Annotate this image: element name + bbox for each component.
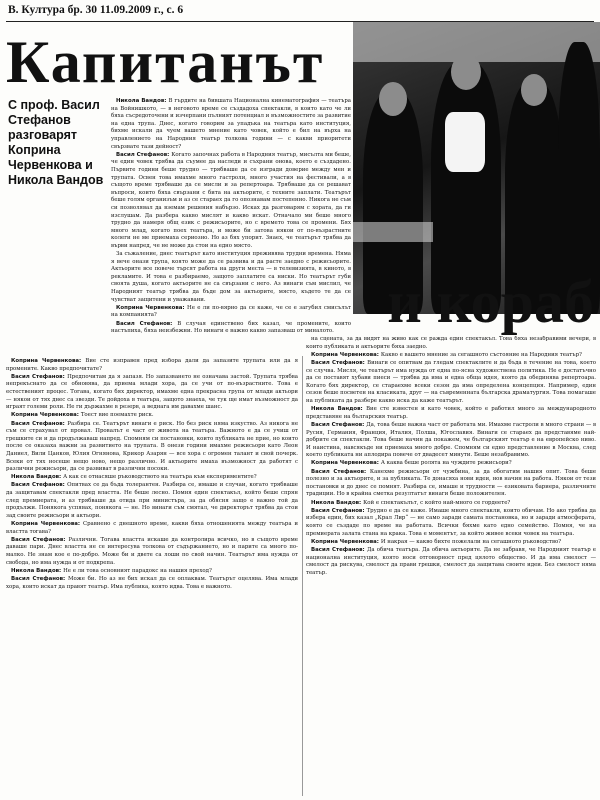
paragraph: [306, 460, 596, 468]
speaker-name: Васил Стефанов:: [116, 151, 172, 158]
paragraph: [111, 251, 351, 304]
paragraph-text: Да, това беше важна част от работата ми. Имахме гастроли в много страни — в Русия, Германия, Франция, Италия, Полша, Югославия. Винаги се стараех да представяме най-добрите си спектакли. Това беше начин да покажем, че българският театър е на европейско ниво. И наистина, навсякъде ни приемаха много добре. Спомням си едно представление в Москва, след което публиката ни аплодира повече от двадесет минути. Беше незабравимо.: [306, 421, 596, 459]
speaker-name: Васил Стефанов:: [11, 575, 69, 582]
speaker-name: Коприна Червенкова:: [311, 351, 381, 358]
speaker-name: Коприна Червенкова:: [116, 304, 188, 311]
paragraph-text: Разбира се. Театърът винаги е риск. Но без риск няма изкуство. Аз никога не съм се страхувал от провал. Провалът е част от живота на театъра. Важното е да се учиш от грешките си и да продължаваш напред. Спомням си постановки, които публиката не прие, но които после се оказаха важни за развитието на трупата. В онези години имахме режисьори като Леон Даниел, Вили Цанков, Юлия Огнянова, Крикор Азарян — все хора с огромен талант и свой почерк. Всеки от тях носеше нещо ново, нещо различно. И актьорите имаха възможност да работят с различни режисьори, да се развиват в различни посоки.: [6, 420, 298, 473]
paragraph: [306, 336, 596, 351]
paragraph-text: Вие сте известен и като човек, който е работил много за международното представяне на българския театър.: [306, 406, 596, 420]
speaker-name: Васил Стефанов:: [11, 536, 69, 543]
paragraph: [306, 500, 596, 508]
speaker-name: Васил Стефанов:: [311, 546, 368, 553]
paragraph: [306, 547, 596, 577]
paragraph: [111, 152, 351, 251]
speaker-name: Коприна Червенкова:: [11, 412, 81, 419]
paragraph-text: Какво е вашето мнение за сегашното състояние на Народния театър?: [380, 351, 582, 358]
speaker-name: Васил Стефанов:: [11, 373, 68, 380]
paragraph-text: Предпочитам да я запазя. Но запазването не означава застой. Трупата трябва непрекъснато да се обновява, да приема млади хора, да се учи от по-възрастните. Това е естественият процес. Тогава, когато бях директор, имахме една прекрасна група от млади актьори — някои от тях днес са звезди. Те дойдоха в театъра, защото знаеха, че тук ще имат възможност да играят големи роли. Не ги държахме в резерв, а веднага им давахме шанс.: [6, 373, 298, 411]
article-column-a: [111, 98, 351, 352]
paragraph: [6, 421, 298, 474]
paragraph-text: Да обича театъра. Да обича актьорите. Да не забравя, че Народният театър е национална институция, която носи отговорност пред цялото общество. И да има смелост — смелост да рискува, смелост да прави грешки, смелост да защитава своите идеи. Без смелост няма театър.: [306, 546, 596, 576]
article-column-b: [6, 358, 298, 796]
speaker-name: Коприна Червенкова:: [311, 538, 381, 545]
byline: С проф. Васил Стефанов разговарят Коприна Червенкова и Никола Вандов: [8, 98, 104, 187]
paragraph: [6, 576, 298, 591]
paragraph-text: А каква беше ролята на чуждите режисьори?: [380, 460, 512, 467]
paragraph: [6, 482, 298, 520]
headline-right: и кораб: [387, 269, 594, 335]
paragraph: [6, 358, 298, 373]
paragraph-text: А как се отнасяше ръководството на театъра към експериментите?: [63, 474, 257, 481]
paragraph: [306, 360, 596, 406]
paragraph: [306, 422, 596, 460]
paragraph-text: Тоест вие поемахте риск.: [80, 412, 154, 419]
speaker-name: Васил Стефанов:: [311, 507, 367, 514]
speaker-name: Никола Вандов:: [311, 499, 364, 506]
paragraph-text: Не е ли това основният парадокс на нашия преход?: [63, 567, 212, 574]
paragraph: [6, 412, 298, 420]
paragraph: [111, 98, 351, 151]
paragraph: [111, 305, 351, 320]
speaker-name: Васил Стефанов:: [116, 320, 178, 327]
speaker-name: Никола Вандов:: [11, 567, 64, 574]
paragraph-text: В гърдите на бившата Национална кинематография — театъра на Войнишкото, — в неговото време се създадоха спектакли, в които като че ли бяха съсредоточени и изчерпани пълният потенциал и възможностите за развитие на една трупа. Днес, когато говорим за упадъка на театъра като институция, бихме искали да чуем вашето мнение като човек, който е бил на върха на управлението на Народния театър толкова години — с какви приоритети свързвате тази дейност?: [111, 98, 351, 150]
paragraph-text: Канехме режисьори от чужбина, за да обогатим нашия опит. Това беше полезно и за актьорите, и за публиката. Те донасяха нови идеи, нов начин на работа. Някои от тези постановки и до днес се помнят. Разбира се, имаше и трудности — езиковата бариера, различните традиции. Но в крайна сметка резултатът винаги беше положителен.: [306, 468, 596, 498]
article-column-c: [306, 336, 596, 796]
speaker-name: Васил Стефанов:: [311, 359, 368, 366]
paragraph: [306, 352, 596, 360]
paragraph: [306, 406, 596, 421]
speaker-name: Никола Вандов:: [116, 98, 169, 104]
paragraph: [306, 539, 596, 547]
speaker-name: Коприна Червенкова:: [11, 358, 86, 364]
speaker-name: Васил Стефанов:: [11, 420, 68, 427]
paragraph-text: И накрая — какво бихте пожелали на сегашното ръководство?: [380, 538, 562, 545]
paragraph: [111, 321, 351, 336]
paragraph-text: на сцената, за да видят на живо как се ражда един спектакъл. Това бяха незабравими вечери, в които публиката и актьорите бяха заедно.: [306, 336, 596, 350]
speaker-name: Никола Вандов:: [11, 474, 64, 481]
paragraph-text: Сравнено с днешното време, какви бяха отношенията между театъра и властта тогава?: [6, 521, 298, 535]
paragraph-text: Опитвах се да бъда толерантен. Разбира се, имаше и случаи, когато трябваше да защитавам спектакли пред властта. Не беше лесно. Помня един спектакъл, който беше спрян след премиерата, и аз трябваше да отида при министъра, за да обясня защо е важно той да продължи. Понякога успявах, понякога — не. Но винаги съм смятал, че директорът трябва да стои зад своите режисьори и актьори.: [6, 482, 298, 519]
paragraph-text: Кой е спектакълът, с който най-много се гордеете?: [363, 499, 511, 506]
paragraph: [6, 474, 298, 482]
paragraph-text: За съжаление, днес театърът като институция преживява трудни времена. Няма я вече онази трупа, която може да се развива и да расте заедно с режисьорите. Актьорите все повече търсят работа на други места — в телевизията, в киното, в рекламите. И това е разбираемо, защото заплатите са ниски. Но театърът губи своята душа, когато актьорите не са свързани с него. Аз винаги съм мислил, че Народният театър трябва да бъде дом за актьорите, място, където те да се чувстват защитени и уважавани.: [111, 251, 351, 303]
paragraph: [6, 537, 298, 567]
speaker-name: Васил Стефанов:: [311, 468, 370, 475]
paragraph: [306, 508, 596, 538]
speaker-name: Васил Стефанов:: [11, 482, 68, 489]
headline-left: Капитанът: [6, 29, 325, 95]
paragraph-text: В случая единствено бих казал, че промените, които настъпиха, бяха неизбежни. Но винаги е важно какво запазваш от миналото.: [111, 320, 351, 335]
speaker-name: Васил Стефанов:: [311, 421, 367, 428]
paragraph: [6, 374, 298, 412]
paragraph-text: Трудно е да се каже. Имаше много спектакли, които обичам. Но ако трябва да избера един, бих казал „Крал Лир“ — не само заради самата постановка, но и заради атмосферата, която се създаде по време на работата. Всички бяхме като едно семейство. Помня, че на премиерата залата стана на крака. Това е моментът, за който живее всеки човек на театъра.: [306, 507, 596, 537]
speaker-name: Никола Вандов:: [311, 406, 367, 413]
column-divider: [302, 356, 303, 796]
paragraph-text: Винаги се опитвам да гледам спектаклите и да бъда в течение на това, което се случва. Мисля, че театърът има нужда от една по-ясна художествена политика. Не е достатъчно да се поставят хубави пиеси — трябва да има и една обща идея, която да обединява репертоара. Когато бях директор, се стараехме всеки сезон да има определена концепция. Например, един сезон беше посветен на класиката, друг — на съвременната българска драматургия. Това помагаше на публиката да разбере какво иска да каже театърът.: [306, 359, 596, 404]
paragraph: [6, 568, 298, 576]
issue-header: В. Култура бр. 30 11.09.2009 г., с. 6: [8, 4, 184, 16]
speaker-name: Коприна Червенкова:: [11, 521, 83, 528]
paragraph: [306, 469, 596, 499]
paragraph-text: Различни. Тогава властта искаше да контролира всичко, но в същото време даваше пари. Днес властта не се интересува толкова от съдържанието, но и парите са много по-малко. Не знам кое е по-добро. Може би и двете са лоши по свой начин. Театърът има нужда от свобода, но има нужда и от подкрепа.: [6, 536, 298, 566]
paragraph-text: Когато започнах работа в Народния театър, мисълта ми беше, че един човек трябва да съумее да наследи и съхрани онова, което е създадено. Първите години беше трудно — трябваше да се изгради доверие между мен и трупата. Освен това имахме много гастроли, много участия на фестивали, а в същото време трябваше да се мисли и за репертоара. Трябваше да се решават въпроси, които бяха свързани с бита на актьорите, с техните заплати. Театърът беше голям организъм и аз се стараех да го опознавам постепенно. Никога не съм си позволявал да вземам решения набързо. Исках да разговарям с хората, да ги изслушам. Да разбера какво мислят и какво искат. Отначало ми беше много трудно да намеря общ език с режисьорите, но с времето това се промени. Бях много млад, когато поех театъра, и може би затова някои от по-възрастните колеги не ме приемаха сериозно. Но аз бях упорит. Знаех, че театърът трябва да върви напред, че не може да стои на едно място.: [111, 151, 351, 249]
paragraph-text: Не е ли по-вярно да се каже, че се е загубил смисълът на компанията?: [111, 304, 351, 319]
paragraph-text: Вие сте изправен пред избора дали да запазите трупата или да я промените. Какво предпочитате?: [6, 358, 298, 372]
paragraph: [6, 521, 298, 536]
speaker-name: Коприна Червенкова:: [311, 460, 381, 467]
paragraph-text: Може би. Но аз не бих искал да се оплаквам. Театърът оцелява. Има млади хора, които искат да правят театър. Има публика, която идва. Това е важното.: [6, 575, 298, 590]
